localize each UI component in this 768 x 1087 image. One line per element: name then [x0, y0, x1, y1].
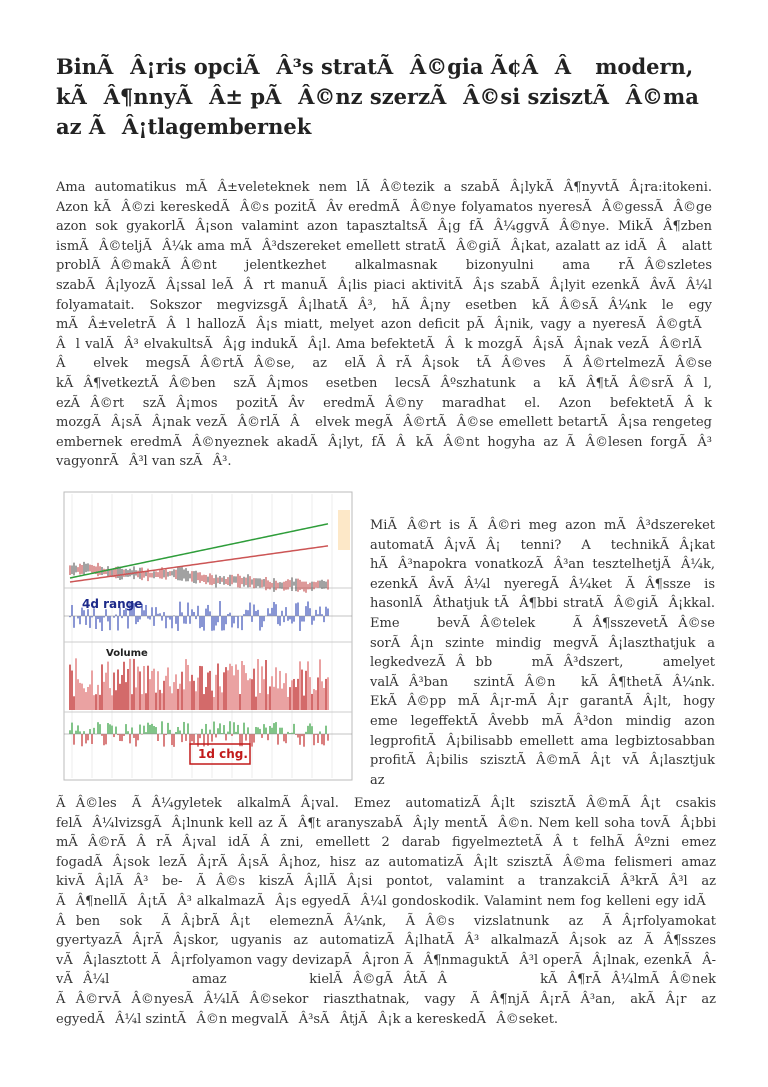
change-label: 1d chg.	[198, 747, 248, 761]
price-axis-band	[338, 510, 350, 550]
paragraph-1: Ama automatikus mÃÂ±veleteknek nem lÃÂ©tezik a szabÃÂ¡lykÃÂ¶nyvtÃÂ¡ra:itokeni. Azon kÃÂ©zi kereskedÃÂ©s pozitÃÂv eredmÃÂ©nye folyamatos nyeresÃÂ©gessÃÂ©ge azon sok gyakorlÃÂ¡son valamint azon tapasztaltsÃÂ¡g fÃÂ¼ggvÃÂ©nye. MikÃÂ¶zben ismÃÂ©teljÃÂ¼k ama mÃÂ³dszereket emellett stratÃÂ©giÃÂ¡kat, azalatt az idÃ Â alatt problÃÂ©makÃÂ©nt jelentkezhet alkalmasnak bizonyulni ama rÃÂ©szletes szabÃÂ¡lyozÃÂ¡ssal leÃ Ârt manuÃÂ¡lis piaci aktivitÃÂ¡s szabÃÂ¡lyit ezenkÃÂvÃÂ¼l folyamatait. Sokszor megvizsgÃÂ¡lhatÃÂ³, hÃÂ¡ny esetben kÃÂ©sÃÂ¼nk le egy mÃÂ±veletrÃ Âl hallozÃÂ¡s miatt, melyet azon deficit pÃÂ¡nik, vagy a nyeresÃÂ©gtÃ Âl valÃÂ³ elvakultsÃÂ¡g indukÃÂ¡l. Ama befektetÃ Âk mozgÃÂ¡sÃÂ¡nak vezÃÂ©rlÃ Â elvek megsÃÂ©rtÃÂ©se, az elÃ ÂrÃÂ¡sok tÃÂ©ves ÃÂ©rtelmezÃÂ©se kÃÂ¶vetkeztÃÂ©ben szÃÂ¡mos esetben lecsÃÂºszhatunk a kÃÂ¶tÃÂ©srÃ Âl, ezÃÂ©rt szÃÂ¡mos pozitÃÂv eredmÃÂ©ny maradhat el. Azon befektetÃ Âk mozgÃÂ¡sÃÂ¡nak vezÃÂ©rlÃ Â elvek megÃÂ©rtÃÂ©se emellett betartÃÂ¡sa rengeteg embernek eredmÃÂ©nyeznek akadÃÂ¡lyt, fÃ ÂkÃÂ©nt hogyha az ÃÂ©lesen forgÃÂ³ vagyonrÃÂ³l van szÃÂ³.	[56, 180, 712, 470]
article-title: BinÃÂ¡ris opciÃÂ³s stratÃÂ©gia Ã¢ÂÂ modern, kÃÂ¶nnyÃÂ± pÃÂ©nz szerzÃÂ©si szisztÃÂ©ma az ÃÂ¡tlagembernek	[56, 54, 699, 139]
paragraph-3: ÃÂ©les ÃÂ¼gyletek alkalmÃÂ¡val. Emez automatizÃÂ¡lt szisztÃÂ©mÃÂ¡t csakis felÃÂ¼lvizsgÃÂ¡lnunk kell az ÃÂ¶t aranyszabÃÂ¡ly mentÃÂ©n. Nem kell soha tovÃÂ¡bbi mÃÂ©rÃ ÂrÃÂ¡val idÃ Âzni, emellett 2 darab figyelmeztetÃ Ât felhÃÂºzni emez fogadÃÂ¡sok lezÃÂ¡rÃÂ¡sÃÂ¡hoz, hisz az automatizÃÂ¡lt szisztÃÂ©ma felismeri amaz kivÃÂ¡lÃÂ³ be- ÃÂ©s kiszÃÂ¡llÃÂ¡si pontot, valamint a tranzakciÃÂ³krÃÂ³l az ÃÂ¶nellÃÂ¡tÃÂ³ alkalmazÃÂ¡s egyedÃÂ¼l gondoskodik. Valamint nem fog kelleni egy idÃ Âben sok ÃÂ¡brÃÂ¡t elemeznÃÂ¼nk, ÃÂ©s vizslatnunk az ÃÂ¡rfolyamokat gyertyazÃÂ¡rÃÂ¡skor, ugyanis az automatizÃÂ¡lhatÃÂ³ alkalmazÃÂ¡sok az ÃÂ¶sszes vÃÂ¡lasztott ÃÂ¡rfolyamon vagy devizapÃÂ¡ron ÃÂ¶nmaguktÃÂ³l operÃÂ¡lnak, ezenkÃÂvÃÂ¼l amaz kielÃÂ©gÃÂtÃ Â kÃÂ¶rÃÂ¼lmÃÂ©nek ÃÂ©rvÃÂ©nyesÃÂ¼lÃÂ©sekor riaszthatnak, vagy ÃÂ¶njÃÂ¡rÃÂ³an, akÃÂ¡r az egyedÃÂ¼l szintÃÂ©n megvalÃÂ³sÃÂtjÃÂ¡k a kereskedÃÂ©seket.	[56, 796, 716, 1027]
stock-chart-figure	[62, 490, 354, 782]
range-label: 4d range	[82, 597, 143, 611]
stock-chart-svg	[62, 490, 354, 782]
paragraph-2: MiÃÂ©rt is ÃÂ©ri meg azon mÃÂ³dszereket automatÃÂ¡vÃÂ¡ tenni? A technikÃÂ¡kat hÃÂ³napokra vonatkozÃÂ³an tesztelhetjÃÂ¼k, ezenkÃÂvÃÂ¼l nyeregÃÂ¼ket ÃÂ¶ssze is hasonlÃÂthatjuk tÃÂ¶bbi stratÃÂ©giÃÂ¡kkal. Eme bevÃÂ©telek ÃÂ¶sszevetÃÂ©se sorÃÂ¡n szinte mindig megvÃÂ¡laszthatjuk a legkedvezÃ Âbb mÃÂ³dszert, amelyet valÃÂ³ban szintÃÂ©n kÃÂ¶thetÃÂ¼nk. EkÃÂ©pp mÃÂ¡r-mÃÂ¡r garantÃÂ¡lt, hogy eme legeffektÃÂvebb mÃÂ³don mindig azon legprofitÃÂ¡bilisabb emellett ama legbiztosabban profitÃÂ¡bilis szisztÃÂ©mÃÂ¡t vÃÂ¡lasztjuk az	[370, 518, 715, 788]
volume-label: Volume	[106, 648, 148, 659]
